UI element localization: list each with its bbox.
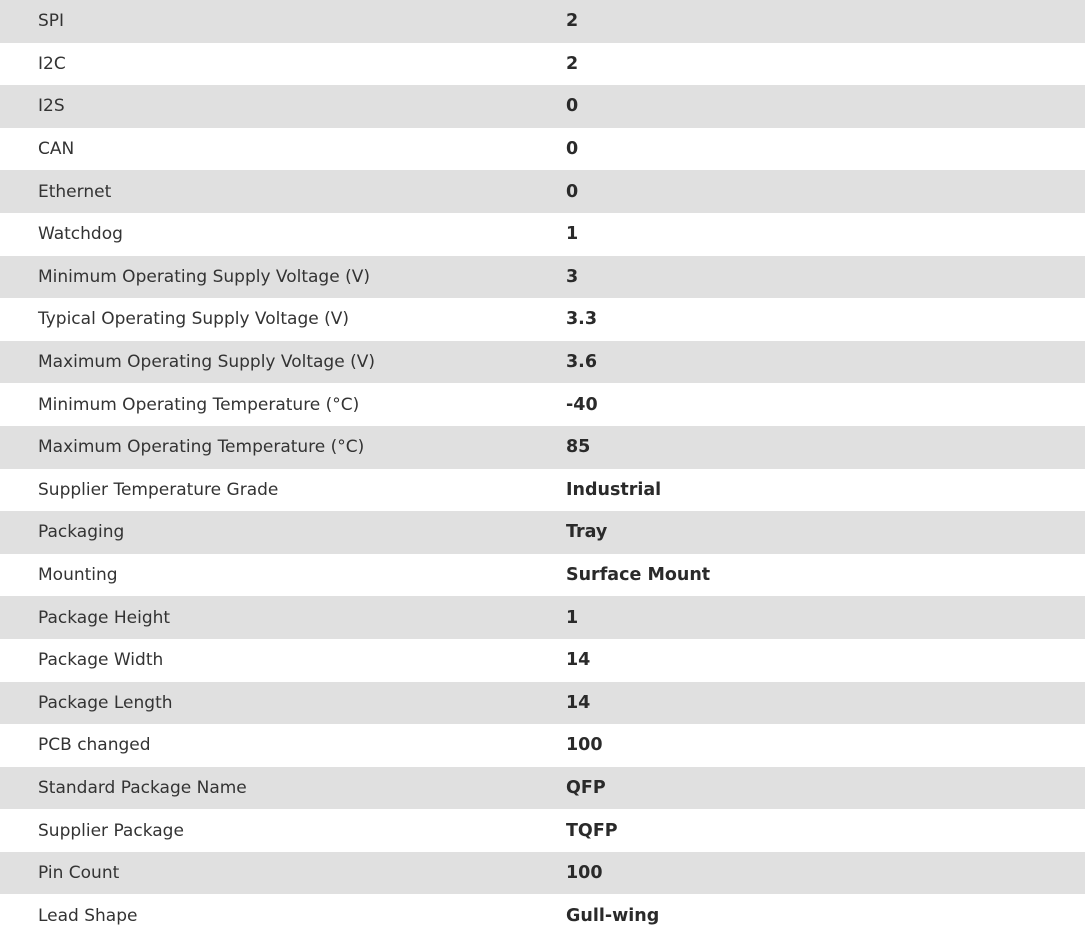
- spec-row-watchdog: [0, 213, 1085, 256]
- spec-row-can: [0, 128, 1085, 171]
- spec-value: 0: [566, 139, 579, 160]
- spec-label: I2S: [38, 96, 65, 117]
- spec-value: 1: [566, 607, 579, 628]
- spec-value: 0: [566, 181, 579, 202]
- spec-label: PCB changed: [38, 735, 151, 756]
- spec-label: Ethernet: [38, 181, 112, 202]
- spec-label: Watchdog: [38, 224, 123, 245]
- spec-row-package-height: [0, 596, 1085, 639]
- spec-label: Supplier Temperature Grade: [38, 479, 279, 500]
- spec-row-min-supply-voltage: [0, 256, 1085, 299]
- spec-label: Mounting: [38, 565, 118, 586]
- spec-row-ethernet: [0, 170, 1085, 213]
- spec-value: Gull-wing: [566, 905, 660, 926]
- spec-label: Package Width: [38, 650, 164, 671]
- spec-row-temperature-grade: [0, 469, 1085, 512]
- spec-row-standard-package-name: [0, 767, 1085, 810]
- spec-row-i2c: [0, 43, 1085, 86]
- spec-row-spi: [0, 0, 1085, 43]
- spec-row-typ-supply-voltage: [0, 298, 1085, 341]
- spec-label: Minimum Operating Supply Voltage (V): [38, 266, 370, 287]
- spec-value: 2: [566, 11, 579, 32]
- spec-label: Packaging: [38, 522, 125, 543]
- spec-label: Lead Shape: [38, 905, 138, 926]
- spec-value: Surface Mount: [566, 565, 711, 586]
- spec-label: CAN: [38, 139, 75, 160]
- spec-label: Minimum Operating Temperature (°C): [38, 394, 360, 415]
- spec-value: TQFP: [566, 820, 618, 841]
- spec-row-max-supply-voltage: [0, 341, 1085, 384]
- spec-label: I2C: [38, 53, 66, 74]
- spec-value: 85: [566, 437, 591, 458]
- spec-row-pin-count: [0, 852, 1085, 895]
- spec-value: 14: [566, 650, 591, 671]
- spec-value: 3: [566, 266, 579, 287]
- spec-label: SPI: [38, 11, 65, 32]
- spec-row-packaging: [0, 511, 1085, 554]
- spec-value: 1: [566, 224, 579, 245]
- spec-value: -40: [566, 394, 598, 415]
- spec-row-package-length: [0, 682, 1085, 725]
- spec-row-min-temperature: [0, 383, 1085, 426]
- spec-label: Typical Operating Supply Voltage (V): [38, 309, 349, 330]
- spec-value: 100: [566, 863, 603, 884]
- spec-value: 2: [566, 53, 579, 74]
- spec-value: Tray: [566, 522, 608, 543]
- spec-value: 3.6: [566, 352, 598, 373]
- spec-label: Maximum Operating Temperature (°C): [38, 437, 365, 458]
- spec-row-lead-shape: [0, 894, 1085, 937]
- spec-value: Industrial: [566, 479, 662, 500]
- spec-row-pcb-changed: [0, 724, 1085, 767]
- spec-row-supplier-package: [0, 809, 1085, 852]
- spec-row-package-width: [0, 639, 1085, 682]
- spec-label: Pin Count: [38, 863, 120, 884]
- spec-label: Package Length: [38, 692, 173, 713]
- spec-row-i2s: [0, 85, 1085, 128]
- spec-label: Maximum Operating Supply Voltage (V): [38, 352, 375, 373]
- spec-label: Package Height: [38, 607, 171, 628]
- spec-value: 3.3: [566, 309, 598, 330]
- spec-value: 14: [566, 692, 591, 713]
- spec-value: 100: [566, 735, 603, 756]
- spec-row-max-temperature: [0, 426, 1085, 469]
- spec-value: 0: [566, 96, 579, 117]
- spec-value: QFP: [566, 777, 606, 798]
- spec-row-mounting: [0, 554, 1085, 597]
- spec-label: Standard Package Name: [38, 777, 247, 798]
- spec-label: Supplier Package: [38, 820, 184, 841]
